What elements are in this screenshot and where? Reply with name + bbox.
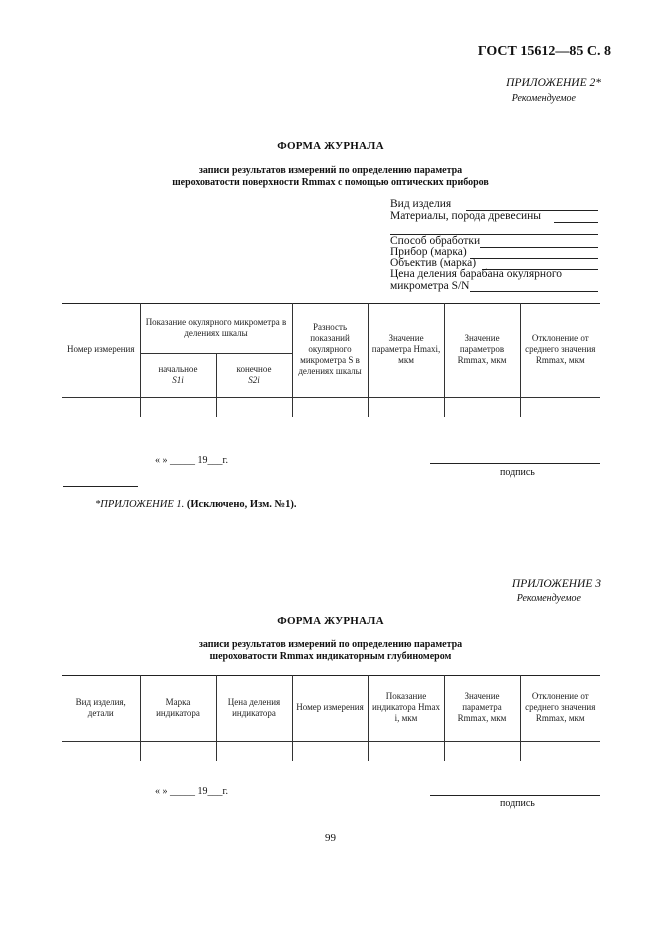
field-materials: Материалы, порода древесины	[390, 210, 541, 222]
table2-col-number: Номер измерения	[292, 675, 368, 741]
table1-cell	[140, 397, 216, 417]
table1-col-reading: Показание окулярного микрометра в делениях шкалы	[140, 303, 292, 353]
appendix3-form-title: ФОРМА ЖУРНАЛА	[277, 615, 384, 627]
appendix3-form-subtitle-1: записи результатов измерений по определению параметра	[198, 639, 463, 650]
table2	[62, 675, 600, 761]
table1-col-diff: Разность показаний окулярного микрометра S в делениях шкалы	[292, 303, 368, 397]
table2-col-brand: Марка индикатора	[140, 675, 216, 741]
page-number: 99	[325, 832, 336, 844]
field-processing-line	[480, 247, 598, 248]
table1-cell	[62, 397, 140, 417]
appendix2-subtitle: Рекомендуемое	[511, 93, 576, 104]
table1-col-start-symbol: S1i	[172, 375, 184, 385]
appendix3-date-line: « » _____ 19___г.	[155, 786, 228, 797]
appendix2-signature-label: подпись	[500, 467, 535, 478]
appendix2-form-title: ФОРМА ЖУРНАЛА	[277, 140, 384, 152]
field-objective: Объектив (марка)	[390, 257, 477, 269]
field-drum-price: Цена деления барабана окулярного	[390, 268, 562, 280]
appendix2-form-subtitle-1: записи результатов измерений по определению параметра	[198, 165, 463, 176]
table2-col-reading: Показание индикатора Hmax i, мкм	[368, 675, 444, 741]
table2-col-type: Вид изделия, детали	[62, 675, 140, 741]
footnote-rule	[63, 486, 138, 487]
table2-cell	[444, 741, 520, 761]
table1-col-hmax: Значение параметра Hmaxi, мкм	[368, 303, 444, 397]
table2-col-price: Цена деления индикатора	[216, 675, 292, 741]
footnote-label: *ПРИЛОЖЕНИЕ 1.	[95, 499, 185, 510]
table1	[62, 303, 600, 417]
table2-cell	[140, 741, 216, 761]
table2-cell	[292, 741, 368, 761]
appendix3-subtitle: Рекомендуемое	[516, 593, 581, 604]
table1-cell	[520, 397, 600, 417]
field-materials-line	[554, 222, 598, 223]
table1-cell	[216, 397, 292, 417]
footnote-text: (Исключено, Изм. №1).	[186, 499, 297, 510]
table1-col-end-symbol: S2i	[248, 375, 260, 385]
table1-col-end	[216, 353, 292, 397]
table2-cell	[216, 741, 292, 761]
appendix2-title: ПРИЛОЖЕНИЕ 2*	[506, 77, 601, 89]
table1-col-rmmax: Значение параметров Rmmax, мкм	[444, 303, 520, 397]
table2-col-value: Значение параметра Rmmax, мкм	[444, 675, 520, 741]
footnote	[95, 499, 296, 510]
appendix3-signature-line	[430, 795, 600, 796]
table1-col-start-label: начальное	[158, 364, 198, 374]
appendix2-signature-line	[430, 463, 600, 464]
table2-cell	[520, 741, 600, 761]
appendix2-date-line: « » _____ 19___г.	[155, 455, 228, 466]
table1-col-number: Номер измерения	[62, 303, 140, 397]
field-device-line	[470, 258, 598, 259]
appendix3-title: ПРИЛОЖЕНИЕ 3	[511, 578, 601, 590]
table2-col-dev: Отклонение от среднего значения Rmmax, мкм	[520, 675, 600, 741]
page-header: ГОСТ 15612—85 С. 8	[477, 44, 611, 59]
table1-col-dev: Отклонение от среднего значения Rmmax, мкм	[520, 303, 600, 397]
table1-cell	[368, 397, 444, 417]
table2-cell	[62, 741, 140, 761]
table1-col-end-label: конечное	[236, 364, 272, 374]
table1-cell	[444, 397, 520, 417]
field-product-type: Вид изделия	[390, 198, 452, 210]
field-micrometer-line	[470, 291, 598, 292]
table1-cell	[292, 397, 368, 417]
appendix2-form-subtitle-2: шероховатости поверхности Rmmax с помощью оптических приборов	[172, 177, 489, 188]
table1-col-start	[140, 353, 216, 397]
appendix3-form-subtitle-2: шероховатости Rmmax индикаторным глубиномером	[209, 651, 452, 662]
appendix3-signature-label: подпись	[500, 798, 535, 809]
table2-cell	[368, 741, 444, 761]
field-processing: Способ обработки	[390, 235, 481, 247]
field-micrometer: микрометра S/N	[390, 280, 470, 292]
field-device: Прибор (марка)	[390, 246, 467, 258]
